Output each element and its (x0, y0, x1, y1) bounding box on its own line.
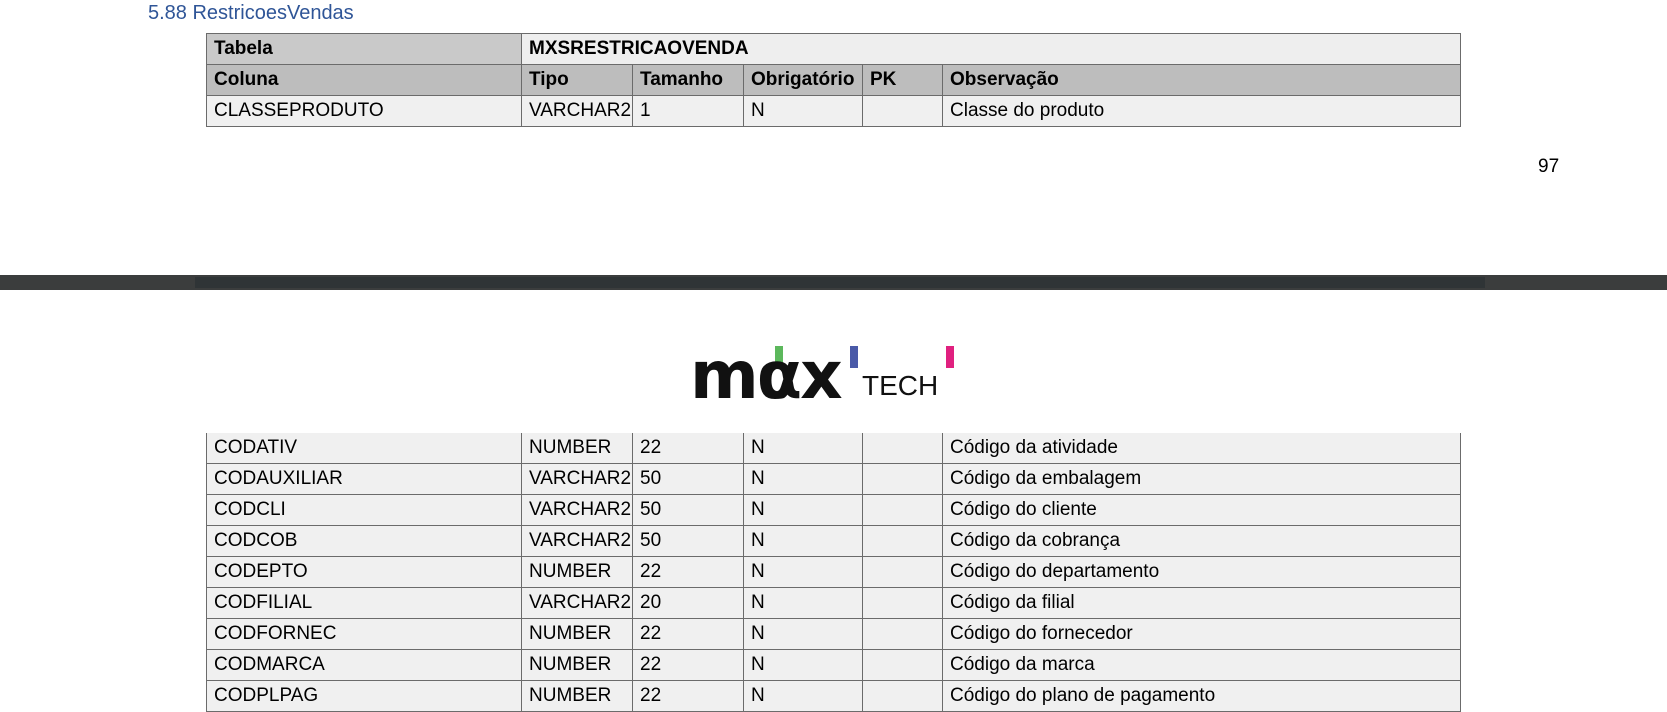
header-obrigatorio: Obrigatório (744, 65, 863, 96)
cell-tipo: NUMBER (522, 619, 633, 650)
cell-tamanho: 20 (633, 588, 744, 619)
cell-tamanho: 22 (633, 557, 744, 588)
cell-coluna: CODEPTO (207, 557, 522, 588)
table-row (207, 650, 1461, 681)
header-tipo: Tipo (522, 65, 633, 96)
cell-observacao: Código da cobrança (943, 526, 1461, 557)
cell-obrigatorio: N (744, 495, 863, 526)
cell-pk (863, 588, 943, 619)
cell-observacao: Código do fornecedor (943, 619, 1461, 650)
cell-tipo: NUMBER (522, 433, 633, 464)
table-row (207, 464, 1461, 495)
cell-observacao: Código da marca (943, 650, 1461, 681)
page-separator (0, 275, 1667, 290)
cell-coluna: CODAUXILIAR (207, 464, 522, 495)
cell-obrigatorio: N (744, 650, 863, 681)
cell-tipo: VARCHAR2 (522, 495, 633, 526)
cell-obrigatorio: N (744, 557, 863, 588)
table-row (207, 588, 1461, 619)
table-header-row (207, 65, 1461, 96)
table-columns-continued (206, 433, 1461, 712)
cell-coluna: CODATIV (207, 433, 522, 464)
cell-coluna: CODPLPAG (207, 681, 522, 712)
header-tamanho: Tamanho (633, 65, 744, 96)
table-columns-top (206, 33, 1461, 127)
cell-obrigatorio: N (744, 526, 863, 557)
cell-pk (863, 650, 943, 681)
cell-obrigatorio: N (744, 681, 863, 712)
cell-tipo: VARCHAR2 (522, 526, 633, 557)
table-row (207, 681, 1461, 712)
cell-tipo: VARCHAR2 (522, 464, 633, 495)
header-pk: PK (863, 65, 943, 96)
table-row (207, 526, 1461, 557)
cell-coluna: CODFORNEC (207, 619, 522, 650)
section-heading: 5.88 RestricoesVendas (148, 2, 354, 24)
cell-tipo: VARCHAR2 (522, 588, 633, 619)
table-row (207, 96, 1461, 127)
cell-pk (863, 557, 943, 588)
cell-tamanho: 1 (633, 96, 744, 127)
cell-coluna: CODFILIAL (207, 588, 522, 619)
cell-coluna: CODCOB (207, 526, 522, 557)
cell-tamanho: 22 (633, 650, 744, 681)
cell-coluna: CODMARCA (207, 650, 522, 681)
table-row (207, 495, 1461, 526)
cell-tipo: NUMBER (522, 650, 633, 681)
cell-coluna: CLASSEPRODUTO (207, 96, 522, 127)
table-row (207, 619, 1461, 650)
table-row (207, 433, 1461, 464)
cell-observacao: Código do cliente (943, 495, 1461, 526)
cell-pk (863, 619, 943, 650)
logo-pink-bar (946, 346, 954, 368)
cell-tamanho: 22 (633, 433, 744, 464)
company-logo (690, 337, 960, 425)
page-number: 97 (1538, 156, 1560, 177)
cell-pk (863, 526, 943, 557)
table-name-row (207, 34, 1461, 65)
cell-observacao: Código do plano de pagamento (943, 681, 1461, 712)
cell-coluna: CODCLI (207, 495, 522, 526)
header-coluna: Coluna (207, 65, 522, 96)
cell-pk (863, 464, 943, 495)
table-name: MXSRESTRICAOVENDA (522, 34, 1461, 65)
cell-obrigatorio: N (744, 96, 863, 127)
cell-tamanho: 50 (633, 495, 744, 526)
cell-pk (863, 433, 943, 464)
cell-obrigatorio: N (744, 619, 863, 650)
cell-tamanho: 22 (633, 681, 744, 712)
logo-wordmark: mαx (690, 337, 841, 414)
table-row (207, 557, 1461, 588)
cell-pk (863, 495, 943, 526)
cell-observacao: Código da filial (943, 588, 1461, 619)
cell-pk (863, 96, 943, 127)
logo-blue-bar (850, 346, 858, 368)
cell-observacao: Código da embalagem (943, 464, 1461, 495)
logo-tech-text: TECH (862, 370, 939, 401)
cell-tamanho: 22 (633, 619, 744, 650)
cell-tipo: VARCHAR2 (522, 96, 633, 127)
cell-obrigatorio: N (744, 464, 863, 495)
cell-observacao: Código do departamento (943, 557, 1461, 588)
cell-tipo: NUMBER (522, 557, 633, 588)
cell-tamanho: 50 (633, 464, 744, 495)
cell-tipo: NUMBER (522, 681, 633, 712)
cell-obrigatorio: N (744, 433, 863, 464)
cell-pk (863, 681, 943, 712)
table-label: Tabela (207, 34, 522, 65)
cell-obrigatorio: N (744, 588, 863, 619)
cell-tamanho: 50 (633, 526, 744, 557)
header-observacao: Observação (943, 65, 1461, 96)
cell-observacao: Código da atividade (943, 433, 1461, 464)
cell-observacao: Classe do produto (943, 96, 1461, 127)
